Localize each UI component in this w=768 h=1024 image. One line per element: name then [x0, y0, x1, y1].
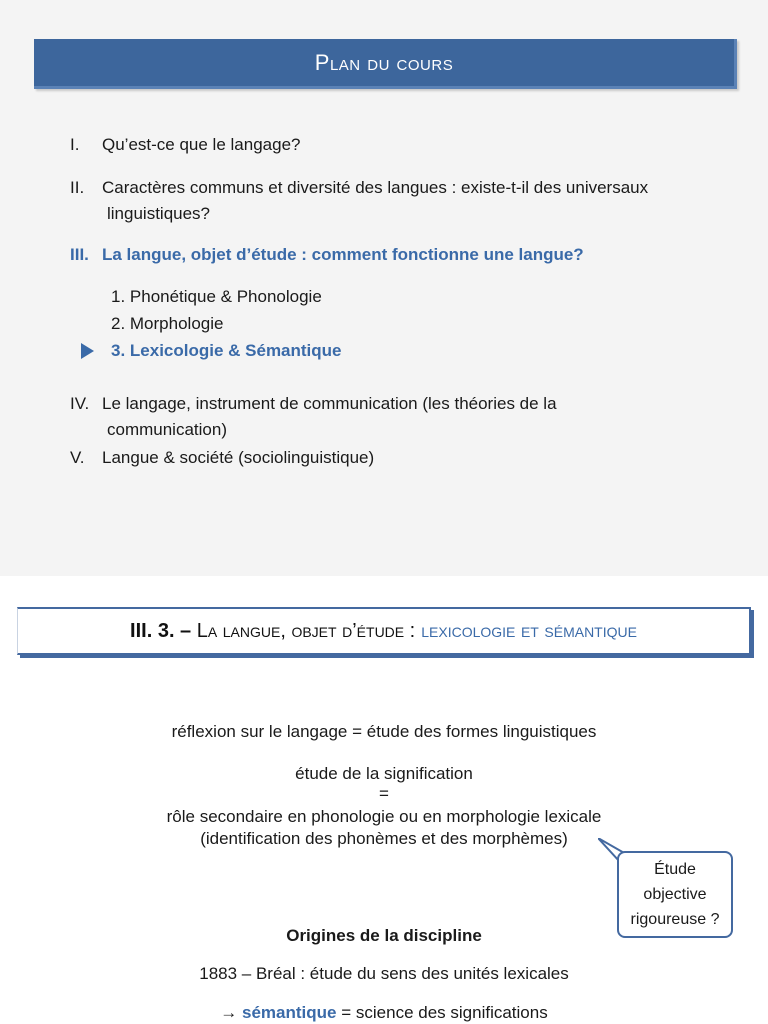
callout-bubble: [617, 851, 733, 938]
item-text: Qu’est-ce que le langage?: [102, 135, 301, 154]
heading-highlight: lexicologie et sémantique: [421, 619, 637, 642]
plan-item-3-active: [70, 242, 584, 268]
item-text: La langue, objet d’étude : comment fonctionne une langue?: [102, 245, 584, 264]
text-line-3: =: [379, 784, 389, 803]
plan-title: Plan du cours: [34, 39, 737, 89]
plan-item-4: [70, 391, 557, 443]
item-number: III.: [70, 245, 89, 264]
text-line-5: (identification des phonèmes et des morphèmes): [200, 829, 568, 848]
plan-item-2: [70, 175, 648, 227]
heading-prefix: III. 3. –: [130, 619, 192, 642]
text-line-4: rôle secondaire en phonologie ou en morphologie lexicale: [166, 807, 602, 826]
item-text-cont: communication): [107, 420, 227, 439]
bubble-line-2: objective: [643, 886, 707, 903]
origins-line: 1883 – Bréal : étude du sens des unités lexicales: [199, 964, 569, 983]
slide-lexicologie: [0, 576, 768, 1024]
semantique-term: sémantique: [242, 1003, 337, 1022]
item-number: I.: [70, 135, 80, 154]
heading-main: La langue, objet d’étude :: [196, 619, 416, 642]
current-arrow-icon: [81, 343, 94, 359]
text-line-1: réflexion sur le langage = étude des formes linguistiques: [171, 722, 597, 741]
item-text-cont: linguistiques?: [107, 204, 211, 223]
semantique-line: [0, 1003, 768, 1023]
item-number: IV.: [70, 394, 90, 413]
subitem-2: 2. Morphologie: [111, 314, 224, 333]
plan-item-5: [70, 445, 374, 471]
section-heading: [17, 607, 751, 655]
plan-item-1: [70, 132, 300, 158]
subitem-3-active: 3. Lexicologie & Sémantique: [111, 341, 342, 360]
text-line-2: étude de la signification: [295, 764, 473, 783]
item-number: V.: [70, 448, 85, 467]
item-text: Langue & société (sociolinguistique): [102, 448, 375, 467]
item-text: Le langage, instrument de communication (les théories de la: [102, 394, 557, 413]
origins-title: Origines de la discipline: [286, 926, 482, 945]
bubble-line-3: rigoureuse ?: [630, 911, 720, 928]
item-number: II.: [70, 178, 85, 197]
arrow-right-icon: →: [220, 1003, 238, 1022]
semantique-definition: = science des significations: [341, 1003, 548, 1022]
bubble-line-1: Étude: [654, 861, 696, 878]
subitem-1: 1. Phonétique & Phonologie: [111, 287, 322, 306]
item-text: Caractères communs et diversité des langues : existe-t-il des universaux: [102, 178, 649, 197]
